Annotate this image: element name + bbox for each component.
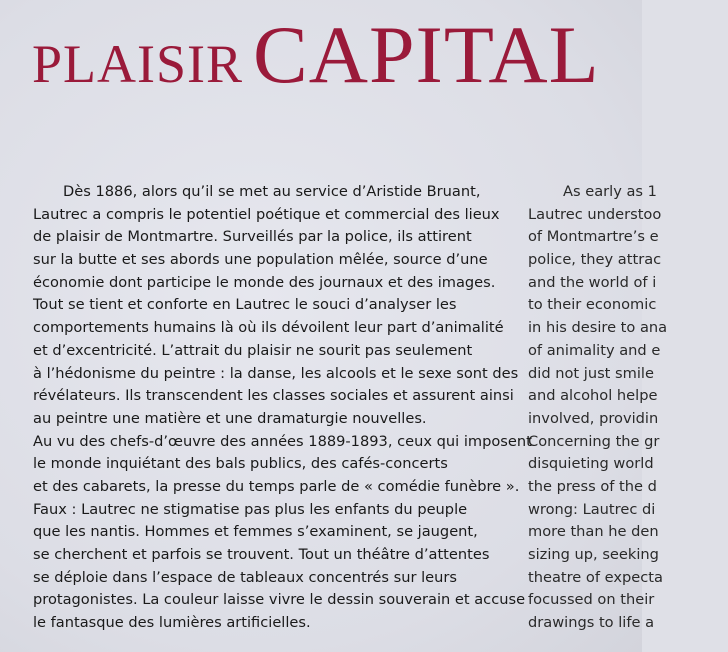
french-text-line: révélateurs. Ils transcendent les classes sociales et assurent ainsi	[33, 387, 514, 405]
english-text-line: of animality and e	[528, 341, 661, 359]
french-text-column	[33, 181, 532, 635]
french-text-line: comportements humains là où ils dévoilent leur part d’animalité	[33, 319, 504, 337]
french-text-line: protagonistes. La couleur laisse vivre le dessin souverain et accuse	[33, 591, 526, 609]
french-text-line: Lautrec a compris le potentiel poétique et commercial des lieux	[33, 205, 500, 223]
english-text-line: focussed on their	[528, 591, 655, 609]
english-text-line: involved, providin	[528, 409, 659, 427]
french-text-line: Au vu des chefs-d’œuvre des années 1889-1893, ceux qui imposent	[33, 432, 532, 450]
french-text-line: se déploie dans l’espace de tableaux concentrés sur leurs	[33, 568, 457, 586]
french-text-line: de plaisir de Montmartre. Surveillés par la police, ils attirent	[33, 228, 472, 246]
english-text-line: and alcohol helpe	[528, 387, 658, 405]
english-text-line: Concerning the gr	[528, 432, 660, 450]
french-text-line: à l’hédonisme du peintre : la danse, les alcools et le sexe sont des	[33, 364, 519, 382]
french-text-line: Tout se tient et conforte en Lautrec le souci d’analyser les	[33, 296, 457, 314]
english-text-line: police, they attrac	[528, 251, 662, 269]
title-word-plaisir: PLAISIR	[32, 34, 244, 94]
english-text-line: and the world of i	[528, 273, 657, 291]
french-text-line: que les nantis. Hommes et femmes s’examinent, se jaugent,	[33, 523, 478, 541]
english-text-line: Lautrec understoo	[528, 205, 662, 223]
english-text-line: sizing up, seeking	[528, 546, 659, 563]
french-text-line: au peintre une matière et une dramaturgie nouvelles.	[33, 409, 427, 427]
french-text-line: le monde inquiétant des bals publics, des cafés-concerts	[33, 455, 448, 473]
english-text-line: theatre of expecta	[528, 568, 663, 586]
english-text-line: did not just smile	[528, 364, 654, 382]
english-text-column	[528, 181, 728, 635]
english-text-line: drawings to life a	[528, 614, 655, 632]
french-text-line: économie dont participe le monde des journaux et des images.	[33, 273, 496, 291]
french-text-line: et d’excentricité. L’attrait du plaisir ne sourit pas seulement	[33, 341, 473, 359]
french-text-line: sur la butte et ses abords une population mêlée, source d’une	[33, 251, 488, 269]
english-text-line: in his desire to ana	[528, 319, 668, 337]
french-text-line: le fantasque des lumières artificielles.	[33, 614, 311, 632]
english-text-line: As early as 1	[563, 183, 657, 200]
english-text-line: to their economic	[528, 296, 657, 314]
french-text-line: Faux : Lautrec ne stigmatise pas plus les enfants du peuple	[33, 500, 468, 518]
english-text-line: wrong: Lautrec di	[528, 500, 656, 518]
french-text-line: Dès 1886, alors qu’il se met au service d’Aristide Bruant,	[63, 183, 481, 200]
english-text-line: of Montmartre’s e	[528, 228, 659, 246]
english-text-line: disquieting world	[528, 455, 654, 473]
english-text-line: more than he den	[528, 523, 659, 541]
french-text-line: se cherchent et parfois se trouvent. Tout un théâtre d’attentes	[33, 546, 490, 563]
panel-title	[32, 9, 600, 100]
english-text-line: the press of the d	[528, 477, 657, 495]
french-text-line: et des cabarets, la presse du temps parle de « comédie funèbre ».	[33, 477, 520, 495]
title-word-capital: CAPITAL	[253, 9, 600, 100]
